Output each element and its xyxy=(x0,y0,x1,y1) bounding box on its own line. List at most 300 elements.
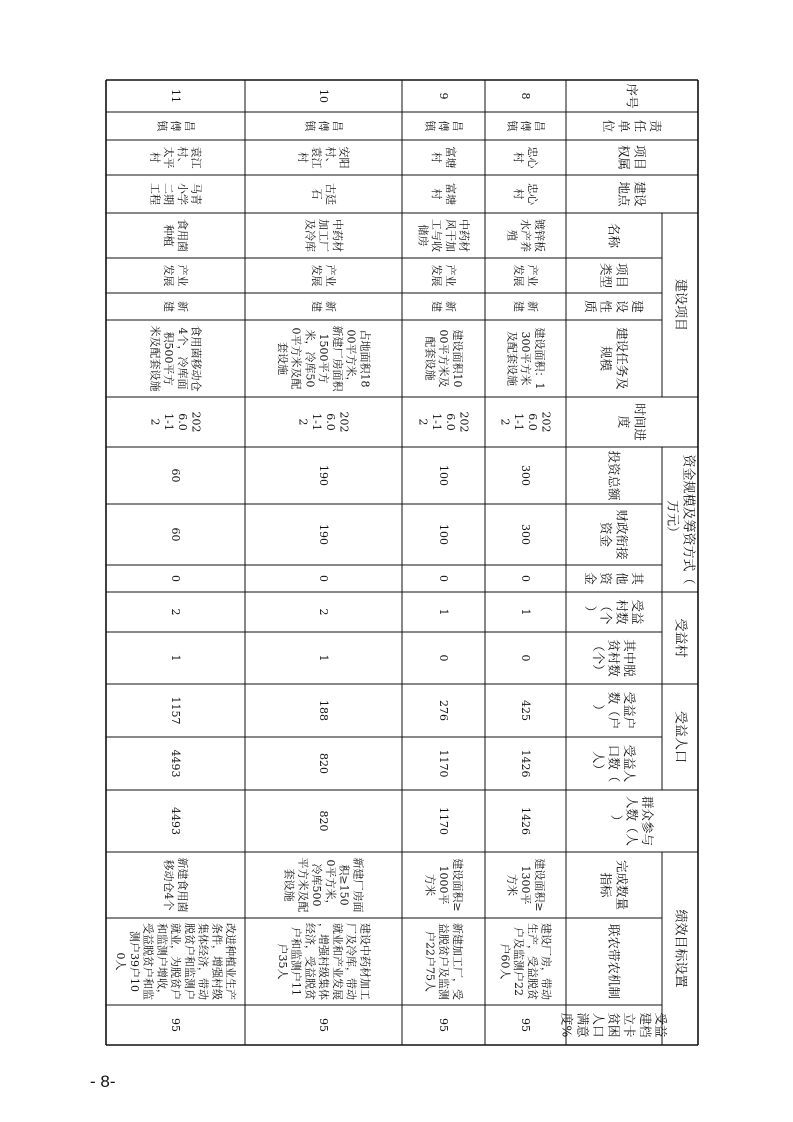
svg-text:户35人: 户35人 xyxy=(275,943,289,980)
svg-text:村、: 村、 xyxy=(323,146,337,169)
svg-text:95: 95 xyxy=(519,1018,532,1032)
cell-linkage xyxy=(498,923,553,1000)
svg-text:马青: 马青 xyxy=(189,183,203,205)
cell-seq xyxy=(519,93,532,100)
svg-text:富塘: 富塘 xyxy=(443,146,457,169)
cell-ownership xyxy=(512,147,540,170)
svg-text:金: 金 xyxy=(583,572,599,585)
svg-text:0平方米及配: 0平方米及配 xyxy=(289,327,303,390)
svg-text:新建食用菌: 新建食用菌 xyxy=(175,857,189,913)
svg-text:傅: 傅 xyxy=(437,120,450,132)
svg-text:建设项目: 建设项目 xyxy=(672,278,688,332)
svg-text:水产养: 水产养 xyxy=(519,219,532,252)
cell-nature xyxy=(430,301,457,312)
svg-text:发展: 发展 xyxy=(430,264,444,287)
header-group-project xyxy=(673,279,689,331)
svg-text:1: 1 xyxy=(519,608,532,616)
svg-text:建设面积：1: 建设面积：1 xyxy=(532,327,546,390)
cell-schedule xyxy=(148,412,202,433)
header-total xyxy=(607,450,622,501)
svg-text:发展: 发展 xyxy=(512,264,526,287)
svg-text:时间进: 时间进 xyxy=(632,403,648,441)
svg-text:）: ） xyxy=(608,814,624,828)
svg-text:绩效目标设置: 绩效目标设置 xyxy=(672,909,688,988)
header-linkage xyxy=(607,924,622,999)
svg-text:11: 11 xyxy=(169,89,182,103)
svg-text:人口: 人口 xyxy=(590,1012,606,1038)
cell-satisfaction xyxy=(519,1018,532,1032)
cell-villages xyxy=(437,609,450,616)
svg-text:276: 276 xyxy=(437,700,450,721)
cell-unit xyxy=(505,121,546,133)
svg-text:镇: 镇 xyxy=(505,120,519,132)
header-unit xyxy=(601,120,663,134)
svg-text:任: 任 xyxy=(632,119,648,133)
svg-text:00平方米，: 00平方米， xyxy=(344,329,358,388)
svg-text:太平: 太平 xyxy=(162,146,176,169)
svg-text:1-1: 1-1 xyxy=(162,413,176,431)
svg-text:村: 村 xyxy=(512,188,526,200)
cell-participants xyxy=(317,811,330,832)
svg-text:1000平: 1000平 xyxy=(437,865,450,905)
svg-text:镇: 镇 xyxy=(423,120,437,132)
cell-other xyxy=(169,575,182,582)
svg-text:产业: 产业 xyxy=(323,264,337,287)
cell-households xyxy=(519,700,532,721)
svg-text:移动仓4个: 移动仓4个 xyxy=(162,859,176,911)
svg-text:贫困: 贫困 xyxy=(606,1012,622,1038)
svg-text:满意: 满意 xyxy=(575,1012,591,1038)
cell-schedule xyxy=(498,412,552,433)
svg-text:名称: 名称 xyxy=(606,222,622,249)
svg-text:60: 60 xyxy=(169,468,182,483)
svg-text:新建厂房面: 新建厂房面 xyxy=(351,857,365,913)
svg-text:性: 性 xyxy=(598,300,614,313)
svg-text:新: 新 xyxy=(525,301,539,312)
svg-text:425: 425 xyxy=(519,700,532,721)
cell-other xyxy=(437,575,450,582)
svg-text:米及配套设施: 米及配套设施 xyxy=(148,325,162,392)
svg-text:0: 0 xyxy=(437,575,450,582)
svg-text:建档: 建档 xyxy=(637,1012,653,1038)
svg-text:小学: 小学 xyxy=(175,183,189,205)
svg-text:傅: 傅 xyxy=(519,120,532,132)
cell-location xyxy=(148,183,203,205)
svg-text:建设面积≥: 建设面积≥ xyxy=(532,858,546,912)
svg-text:受益脱贫户和监: 受益脱贫户和监 xyxy=(141,923,155,1000)
cell-people xyxy=(169,750,182,778)
svg-text:4493: 4493 xyxy=(169,807,182,835)
svg-text:1426: 1426 xyxy=(519,749,532,778)
svg-text:0: 0 xyxy=(317,575,330,582)
svg-text:度: 度 xyxy=(616,415,632,429)
svg-text:古廷: 古廷 xyxy=(323,183,337,205)
svg-text:0: 0 xyxy=(169,575,182,582)
svg-text:积≥150: 积≥150 xyxy=(337,864,351,906)
svg-text:食用菌: 食用菌 xyxy=(175,219,189,252)
svg-text:序号: 序号 xyxy=(624,83,640,109)
svg-text:2: 2 xyxy=(169,608,182,616)
cell-fiscal xyxy=(317,524,330,545)
svg-text:190: 190 xyxy=(317,524,330,545)
svg-text:820: 820 xyxy=(317,753,330,774)
cell-type xyxy=(512,265,540,287)
svg-text:村、: 村、 xyxy=(175,146,189,169)
svg-text:95: 95 xyxy=(437,1018,450,1032)
svg-text:202: 202 xyxy=(189,411,203,433)
header-poverty-villages xyxy=(591,639,637,677)
svg-text:8: 8 xyxy=(519,92,532,100)
header-participants xyxy=(609,796,655,847)
header-households xyxy=(591,692,637,730)
svg-text:1: 1 xyxy=(317,654,330,662)
cell-linkage xyxy=(423,923,465,1000)
svg-text:傅: 傅 xyxy=(169,120,182,132)
header-indicator xyxy=(599,860,630,910)
svg-text:（个: （个 xyxy=(598,599,614,625)
svg-text:贫村数: 贫村数 xyxy=(606,639,622,677)
cell-task xyxy=(148,326,203,392)
svg-text:10: 10 xyxy=(317,89,330,103)
svg-text:受益: 受益 xyxy=(629,599,645,625)
svg-text:60: 60 xyxy=(169,527,182,542)
cell-people xyxy=(317,753,330,774)
cell-satisfaction xyxy=(317,1018,330,1032)
svg-text:度%: 度% xyxy=(559,1012,575,1038)
svg-text:发展: 发展 xyxy=(162,264,176,287)
page-number: - 8- xyxy=(90,1072,116,1091)
svg-text:受益人口: 受益人口 xyxy=(672,710,688,764)
cell-unit xyxy=(303,121,344,133)
svg-text:202: 202 xyxy=(457,411,471,433)
svg-text:昌: 昌 xyxy=(450,120,464,132)
svg-text:产业: 产业 xyxy=(443,264,457,287)
svg-text:95: 95 xyxy=(317,1018,330,1032)
svg-text:安阳: 安阳 xyxy=(337,146,351,169)
svg-text:300: 300 xyxy=(519,524,532,545)
svg-text:风干加: 风干加 xyxy=(443,219,457,252)
svg-text:新: 新 xyxy=(443,301,457,312)
svg-text:冷库500: 冷库500 xyxy=(310,863,324,907)
svg-text:0: 0 xyxy=(519,654,532,662)
cell-ownership xyxy=(296,147,351,169)
svg-text:受益: 受益 xyxy=(653,1012,669,1038)
cell-task xyxy=(276,326,373,393)
svg-text:95: 95 xyxy=(169,1018,182,1032)
svg-text:中药材: 中药材 xyxy=(330,219,344,252)
svg-text:2: 2 xyxy=(296,418,310,426)
svg-text:建: 建 xyxy=(629,300,645,313)
svg-text:1300平: 1300平 xyxy=(519,865,532,905)
header-villages xyxy=(583,599,645,625)
svg-text:村数: 村数 xyxy=(614,599,630,625)
cell-villages xyxy=(519,609,532,616)
svg-text:万元）: 万元） xyxy=(664,499,680,540)
cell-fiscal xyxy=(437,524,450,545)
svg-text:资金: 资金 xyxy=(598,521,614,548)
cell-name xyxy=(303,219,345,252)
cell-villages xyxy=(169,609,182,616)
cell-location xyxy=(310,183,338,205)
cell-seq xyxy=(317,89,330,103)
svg-text:设: 设 xyxy=(614,300,630,313)
svg-text:建: 建 xyxy=(162,301,176,312)
cell-indicator xyxy=(505,858,547,911)
svg-text:群众参与: 群众参与 xyxy=(640,795,656,847)
svg-text:1: 1 xyxy=(169,654,182,662)
cell-indicator xyxy=(423,858,465,911)
svg-text:食用菌移动仓: 食用菌移动仓 xyxy=(189,325,203,392)
cell-unit xyxy=(155,121,196,133)
header-type xyxy=(599,263,630,288)
cell-indicator xyxy=(283,858,366,913)
svg-text:1500平方: 1500平方 xyxy=(317,333,330,384)
cell-ownership xyxy=(430,147,458,169)
svg-text:（个）: （个） xyxy=(590,639,606,677)
svg-text:建: 建 xyxy=(430,301,444,312)
svg-text:袁江: 袁江 xyxy=(189,146,203,169)
cell-poverty-villages xyxy=(437,655,450,662)
svg-text:及配套设施: 及配套设施 xyxy=(505,331,519,386)
cell-satisfaction xyxy=(169,1018,182,1032)
svg-text:脱贫户和监测户: 脱贫户和监测户 xyxy=(182,923,196,1000)
cell-participants xyxy=(519,807,532,835)
svg-text:产业: 产业 xyxy=(175,264,189,287)
header-ownership xyxy=(617,145,648,170)
cell-total xyxy=(437,465,450,486)
svg-text:石: 石 xyxy=(310,188,324,200)
svg-text:镀锌板: 镀锌板 xyxy=(532,219,546,252)
svg-text:0平方米，: 0平方米， xyxy=(323,859,337,911)
svg-text:口数（: 口数（ xyxy=(606,744,622,783)
svg-text:质: 质 xyxy=(583,300,599,313)
svg-text:忠心: 忠心 xyxy=(525,146,539,169)
svg-text:项目: 项目 xyxy=(632,144,648,171)
svg-text:户22户75人: 户22户75人 xyxy=(423,931,437,992)
header-name xyxy=(607,223,622,249)
svg-text:昌: 昌 xyxy=(330,120,344,132)
cell-households xyxy=(437,700,450,721)
svg-text:建设中药材加工: 建设中药材加工 xyxy=(358,923,372,1000)
svg-text:中药材: 中药材 xyxy=(457,219,471,252)
svg-text:类型: 类型 xyxy=(598,262,614,289)
svg-text:忠心: 忠心 xyxy=(525,183,539,205)
svg-text:位: 位 xyxy=(601,119,617,133)
svg-text:就业和产业发展: 就业和产业发展 xyxy=(330,923,344,1000)
svg-text:300: 300 xyxy=(519,465,532,486)
svg-text:1170: 1170 xyxy=(437,749,450,778)
svg-text:就业，为脱贫户: 就业，为脱贫户 xyxy=(169,923,182,1000)
header-group-goal xyxy=(673,909,689,987)
svg-text:生产，受益脱贫: 生产，受益脱贫 xyxy=(525,923,539,1000)
header-group-population xyxy=(673,711,688,763)
svg-text:经济，受益脱贫: 经济，受益脱贫 xyxy=(303,923,317,1000)
cell-location xyxy=(430,183,458,205)
svg-text:新建加工厂，受: 新建加工厂，受 xyxy=(450,923,464,1000)
cell-poverty-villages xyxy=(519,655,532,662)
cell-task xyxy=(505,328,547,390)
svg-text:新: 新 xyxy=(175,301,189,312)
header-nature xyxy=(583,300,645,313)
cell-unit xyxy=(423,121,464,133)
svg-text:产业: 产业 xyxy=(525,264,539,287)
svg-text:6.0: 6.0 xyxy=(443,413,457,431)
svg-text:村: 村 xyxy=(512,152,526,163)
header-satisfaction xyxy=(560,1012,669,1038)
svg-text:4493: 4493 xyxy=(169,749,182,778)
svg-text:立卡: 立卡 xyxy=(622,1012,638,1038)
cell-type xyxy=(162,265,190,287)
svg-text:资: 资 xyxy=(598,572,614,585)
svg-text:其: 其 xyxy=(629,572,645,585)
svg-text:测户39户10: 测户39户10 xyxy=(127,931,141,992)
svg-text:建: 建 xyxy=(310,301,324,312)
cell-people xyxy=(519,750,532,778)
svg-text:规模: 规模 xyxy=(598,345,614,372)
svg-text:人数（人: 人数（人 xyxy=(624,795,640,847)
header-task xyxy=(599,327,630,390)
cell-task xyxy=(423,330,465,388)
cell-name xyxy=(416,219,471,252)
cell-participants xyxy=(437,807,450,835)
svg-text:2: 2 xyxy=(148,418,162,426)
svg-text:2: 2 xyxy=(317,608,330,616)
svg-text:单: 单 xyxy=(616,119,632,133)
svg-text:新: 新 xyxy=(323,301,337,312)
svg-text:地点: 地点 xyxy=(616,181,632,207)
header-group-fund xyxy=(664,454,696,584)
svg-text:殖: 殖 xyxy=(505,230,519,241)
svg-text:6.0: 6.0 xyxy=(175,413,189,431)
svg-text:加工厂: 加工厂 xyxy=(317,219,330,252)
header-people xyxy=(591,745,637,783)
svg-text:投资总额: 投资总额 xyxy=(606,450,622,501)
header-fiscal xyxy=(599,509,630,560)
cell-location xyxy=(512,183,540,206)
svg-text:条件，增强村级: 条件，增强村级 xyxy=(210,923,224,1000)
svg-text:工程: 工程 xyxy=(148,183,162,205)
svg-text:财政衔接: 财政衔接 xyxy=(614,509,630,560)
svg-text:村: 村 xyxy=(148,152,162,163)
svg-text:权属: 权属 xyxy=(616,144,632,171)
svg-text:集体经济，带动: 集体经济，带动 xyxy=(196,923,210,1000)
svg-text:，增强村级集体: ，增强村级集体 xyxy=(317,923,330,1000)
svg-text:米，冷库50: 米，冷库50 xyxy=(303,329,317,388)
svg-text:方米: 方米 xyxy=(423,874,437,896)
svg-text:0人: 0人 xyxy=(114,952,127,971)
svg-text:300平方米: 300平方米 xyxy=(519,331,532,386)
cell-total xyxy=(169,469,182,483)
svg-text:新建厂房面积: 新建厂房面积 xyxy=(330,325,344,392)
svg-text:建: 建 xyxy=(512,301,526,312)
header-group-village xyxy=(673,618,689,657)
cell-fiscal xyxy=(519,524,532,545)
svg-text:1-1: 1-1 xyxy=(430,413,444,431)
svg-text:受益村: 受益村 xyxy=(672,618,688,658)
cell-other xyxy=(519,575,532,582)
svg-text:00平方米及: 00平方米及 xyxy=(437,329,450,388)
cell-seq xyxy=(169,89,182,103)
svg-text:）: ） xyxy=(583,605,599,619)
svg-text:种植: 种植 xyxy=(162,224,176,247)
svg-text:1426: 1426 xyxy=(519,807,532,835)
cell-satisfaction xyxy=(437,1018,450,1032)
svg-text:受益户: 受益户 xyxy=(622,691,638,730)
svg-text:1170: 1170 xyxy=(437,807,450,835)
svg-text:发展: 发展 xyxy=(310,264,324,287)
cell-indicator xyxy=(162,858,190,913)
svg-text:配套设施: 配套设施 xyxy=(423,336,437,381)
svg-text:户60人: 户60人 xyxy=(498,943,512,980)
svg-text:联农带农机制: 联农带农机制 xyxy=(606,923,622,1000)
header-location xyxy=(617,181,648,207)
cell-seq xyxy=(437,93,450,100)
cell-schedule xyxy=(416,412,470,433)
svg-text:改进种植业生产: 改进种植业生产 xyxy=(224,923,237,1000)
svg-text:套设施: 套设施 xyxy=(275,342,289,375)
svg-text:1: 1 xyxy=(437,608,450,616)
svg-text:昌: 昌 xyxy=(182,120,196,132)
svg-text:工与收: 工与收 xyxy=(430,219,444,252)
cell-households xyxy=(317,700,330,721)
svg-text:套设施: 套设施 xyxy=(282,868,296,902)
svg-text:项目: 项目 xyxy=(614,262,630,289)
svg-text:100: 100 xyxy=(437,465,450,486)
cell-participants xyxy=(169,807,182,835)
cell-nature xyxy=(162,301,189,312)
cell-villages xyxy=(317,609,330,616)
cell-schedule xyxy=(296,412,350,433)
svg-text:100: 100 xyxy=(437,524,450,545)
svg-text:6.0: 6.0 xyxy=(323,413,337,431)
svg-text:1-1: 1-1 xyxy=(310,413,324,431)
svg-text:202: 202 xyxy=(337,411,351,433)
svg-text:建设任务及: 建设任务及 xyxy=(614,327,630,390)
svg-text:2: 2 xyxy=(416,418,430,426)
svg-text:镇: 镇 xyxy=(155,120,169,132)
svg-text:9: 9 xyxy=(437,92,450,100)
cell-total xyxy=(317,465,330,486)
svg-text:202: 202 xyxy=(539,411,553,433)
svg-text:村: 村 xyxy=(430,188,444,200)
svg-text:平方米及配: 平方米及配 xyxy=(296,857,310,913)
svg-text:其中脱: 其中脱 xyxy=(622,639,638,677)
svg-text:储房: 储房 xyxy=(416,224,430,247)
cell-type xyxy=(310,265,338,287)
cell-ownership xyxy=(148,147,203,169)
svg-text:户及监测户22: 户及监测户22 xyxy=(512,927,526,996)
svg-text:村: 村 xyxy=(430,152,444,163)
svg-text:傅: 傅 xyxy=(317,120,330,132)
svg-text:190: 190 xyxy=(317,465,330,486)
svg-text:镇: 镇 xyxy=(303,120,317,132)
cell-fiscal xyxy=(169,528,182,542)
cell-name xyxy=(505,219,547,252)
header-schedule xyxy=(617,403,648,441)
svg-text:村: 村 xyxy=(296,152,310,163)
svg-text:厂及冷库，带动: 厂及冷库，带动 xyxy=(344,923,358,1000)
header-other xyxy=(583,572,645,585)
cell-people xyxy=(437,750,450,778)
svg-text:积500平方: 积500平方 xyxy=(162,331,176,386)
cell-poverty-villages xyxy=(317,655,330,662)
svg-text:188: 188 xyxy=(317,700,330,721)
cell-nature xyxy=(310,301,337,312)
svg-text:二期: 二期 xyxy=(162,183,176,205)
svg-text:责: 责 xyxy=(647,119,663,133)
cell-linkage xyxy=(114,923,238,1000)
svg-text:1157: 1157 xyxy=(169,696,182,725)
